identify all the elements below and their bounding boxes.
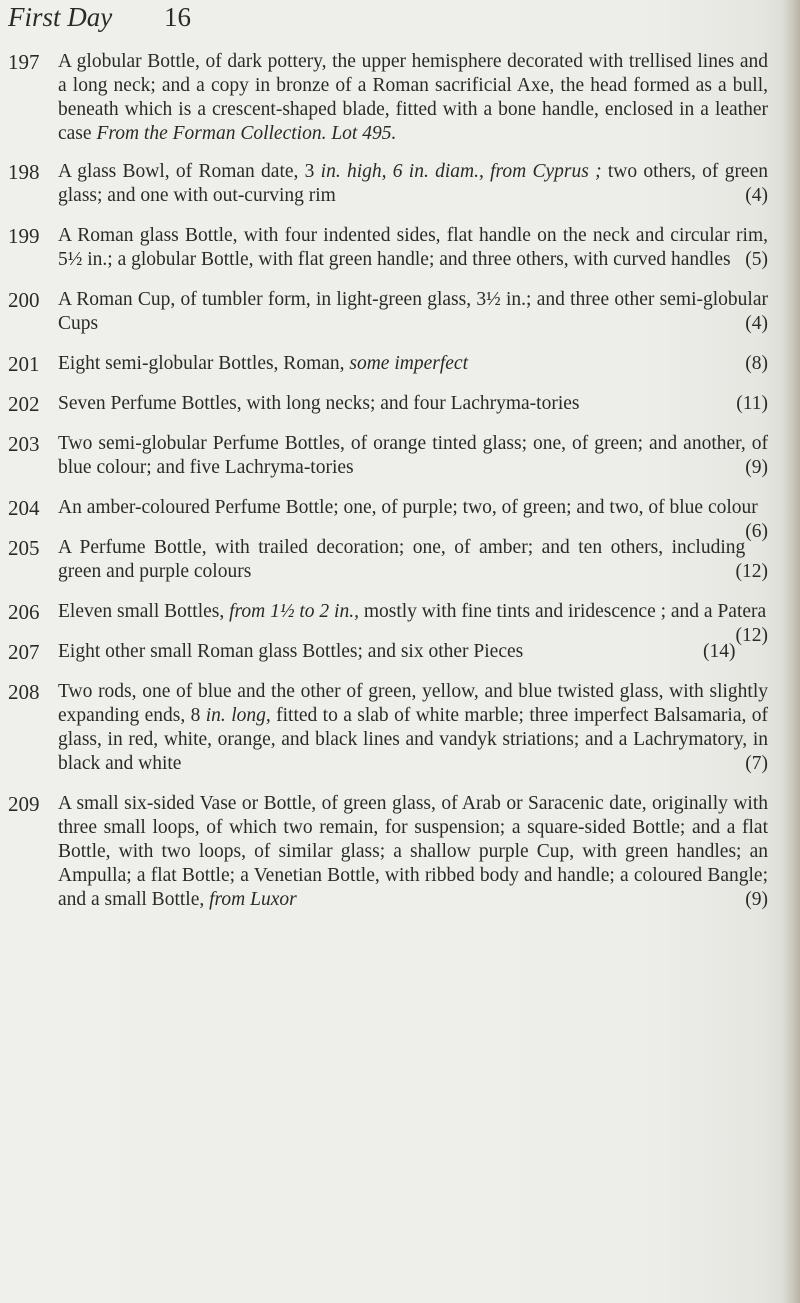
lot-count: (12) [735,561,768,582]
lot-number: 202 [8,392,40,416]
lot-number: 208 [8,680,40,704]
lot-text: A small six-sided Vase or Bottle, of green glass, of Arab or Saracenic date, originally with three small loops, of which two remain, for suspension; a square-sided Bottle; and a flat Bottle, with two loops, of similar glass; a shallow purple Cup, with green handles; an Ampulla; a flat Bottle; a Venetian Bottle, with ribbed body and handle; a coloured Bangle; and a small Bottle, [58,793,768,910]
lot-text: A Roman glass Bottle, with four indented sides, flat handle on the neck and circular rim, 5½ in.; a globular Bottle, with flat green handle; and three others, with curved handles [58,225,768,270]
page-header [8,2,308,32]
lot-text: A Perfume Bottle, with trailed decoration; one, of amber; and ten others, including green and purple colours [58,537,746,582]
lot-count: (9) [745,457,768,478]
lot-description [58,496,768,542]
lot-provenance: from Luxor [209,889,297,910]
lot-provenance: in. high, 6 in. diam., from Cyprus ; [320,161,602,182]
lot-entry [0,792,780,912]
lot-count: (5) [745,249,768,270]
lot-text: A Roman Cup, of tumbler form, in light-green glass, 3½ in.; and three other semi-globular Cups [58,289,768,334]
lot-number: 197 [8,50,40,74]
lot-count: (7) [745,753,768,774]
lot-description [58,680,768,776]
lot-number: 205 [8,536,40,560]
page-number: 16 [164,2,191,32]
lot-description [58,600,768,646]
lot-count: (11) [736,393,768,414]
lot-text: A glass Bowl, of Roman date, 3 [58,161,315,182]
lot-number: 209 [8,792,40,816]
lot-description [58,792,768,912]
lot-entry [0,432,780,480]
lot-description [58,50,768,146]
lot-text: Eleven small Bottles, [58,601,225,622]
lot-text: Eight semi-globular Bottles, Roman, [58,353,345,374]
page-edge [782,0,800,1303]
day-title: First Day [8,2,113,32]
lot-text: Eight other small Roman glass Bottles; and six other Pieces [58,641,524,662]
lot-text: An amber-coloured Perfume Bottle; one, of purple; two, of green; and two, of blue colour [58,497,758,518]
lot-number: 206 [8,600,40,624]
lot-provenance: From the Forman Collection. Lot 495. [96,123,397,144]
lot-description [58,536,768,584]
lot-description [58,640,768,664]
lot-entry [0,50,780,146]
lot-description [58,288,768,336]
lot-italic: from 1½ to 2 in., [229,601,359,622]
lot-number: 198 [8,160,40,184]
lot-number: 200 [8,288,40,312]
lot-entry [0,600,780,646]
lot-entry [0,224,780,272]
lot-description [58,160,768,208]
lot-entry [0,352,780,376]
lot-entry [0,640,780,664]
lot-text: two others, of green glass; and one with out-curving rim [58,161,768,206]
lot-entry [0,392,780,416]
lot-count: (4) [745,313,768,334]
lot-entry [0,160,780,208]
lot-count: (4) [745,185,768,206]
lot-note: some imperfect [349,353,468,374]
lot-count: (6) [745,521,768,542]
lot-count: (8) [745,353,768,374]
lot-number: 207 [8,640,40,664]
lot-text: Two rods, one of blue and the other of green, yellow, and blue twisted glass, with slightly expanding ends, 8 [58,681,768,726]
lot-text: A globular Bottle, of dark pottery, the upper hemisphere decorated with trellised lines and a long neck; and a copy in bronze of a Roman sacrificial Axe, the head formed as a bull, beneath which is a crescent-shaped blade, fitted with a bone handle, enclosed in a leather case [58,51,768,144]
lot-list [0,50,780,928]
lot-number: 201 [8,352,40,376]
lot-text: fitted to a slab of white marble; three imperfect Balsamaria, of glass, in red, white, orange, and black lines and vandyk striations; and a Lachrymatory, in black and white [58,705,769,774]
lot-description [58,224,768,272]
lot-entry [0,680,780,776]
lot-entry [0,288,780,336]
lot-description [58,352,768,376]
lot-italic: in. long, [205,705,271,726]
lot-number: 199 [8,224,40,248]
lot-count: (14) [703,641,736,662]
lot-text: mostly with fine tints and iridescence ; and a Patera [363,601,767,622]
lot-number: 204 [8,496,40,520]
lot-entry [0,496,780,542]
lot-count: (12) [735,625,768,646]
lot-number: 203 [8,432,40,456]
lot-description [58,392,768,416]
lot-description [58,432,768,480]
lot-count: (9) [745,889,768,910]
lot-text: Seven Perfume Bottles, with long necks; and four Lachryma-tories [58,393,580,414]
lot-entry [0,536,780,584]
lot-text: Two semi-globular Perfume Bottles, of orange tinted glass; one, of green; and another, of blue colour; and five Lachryma-tories [58,433,768,478]
